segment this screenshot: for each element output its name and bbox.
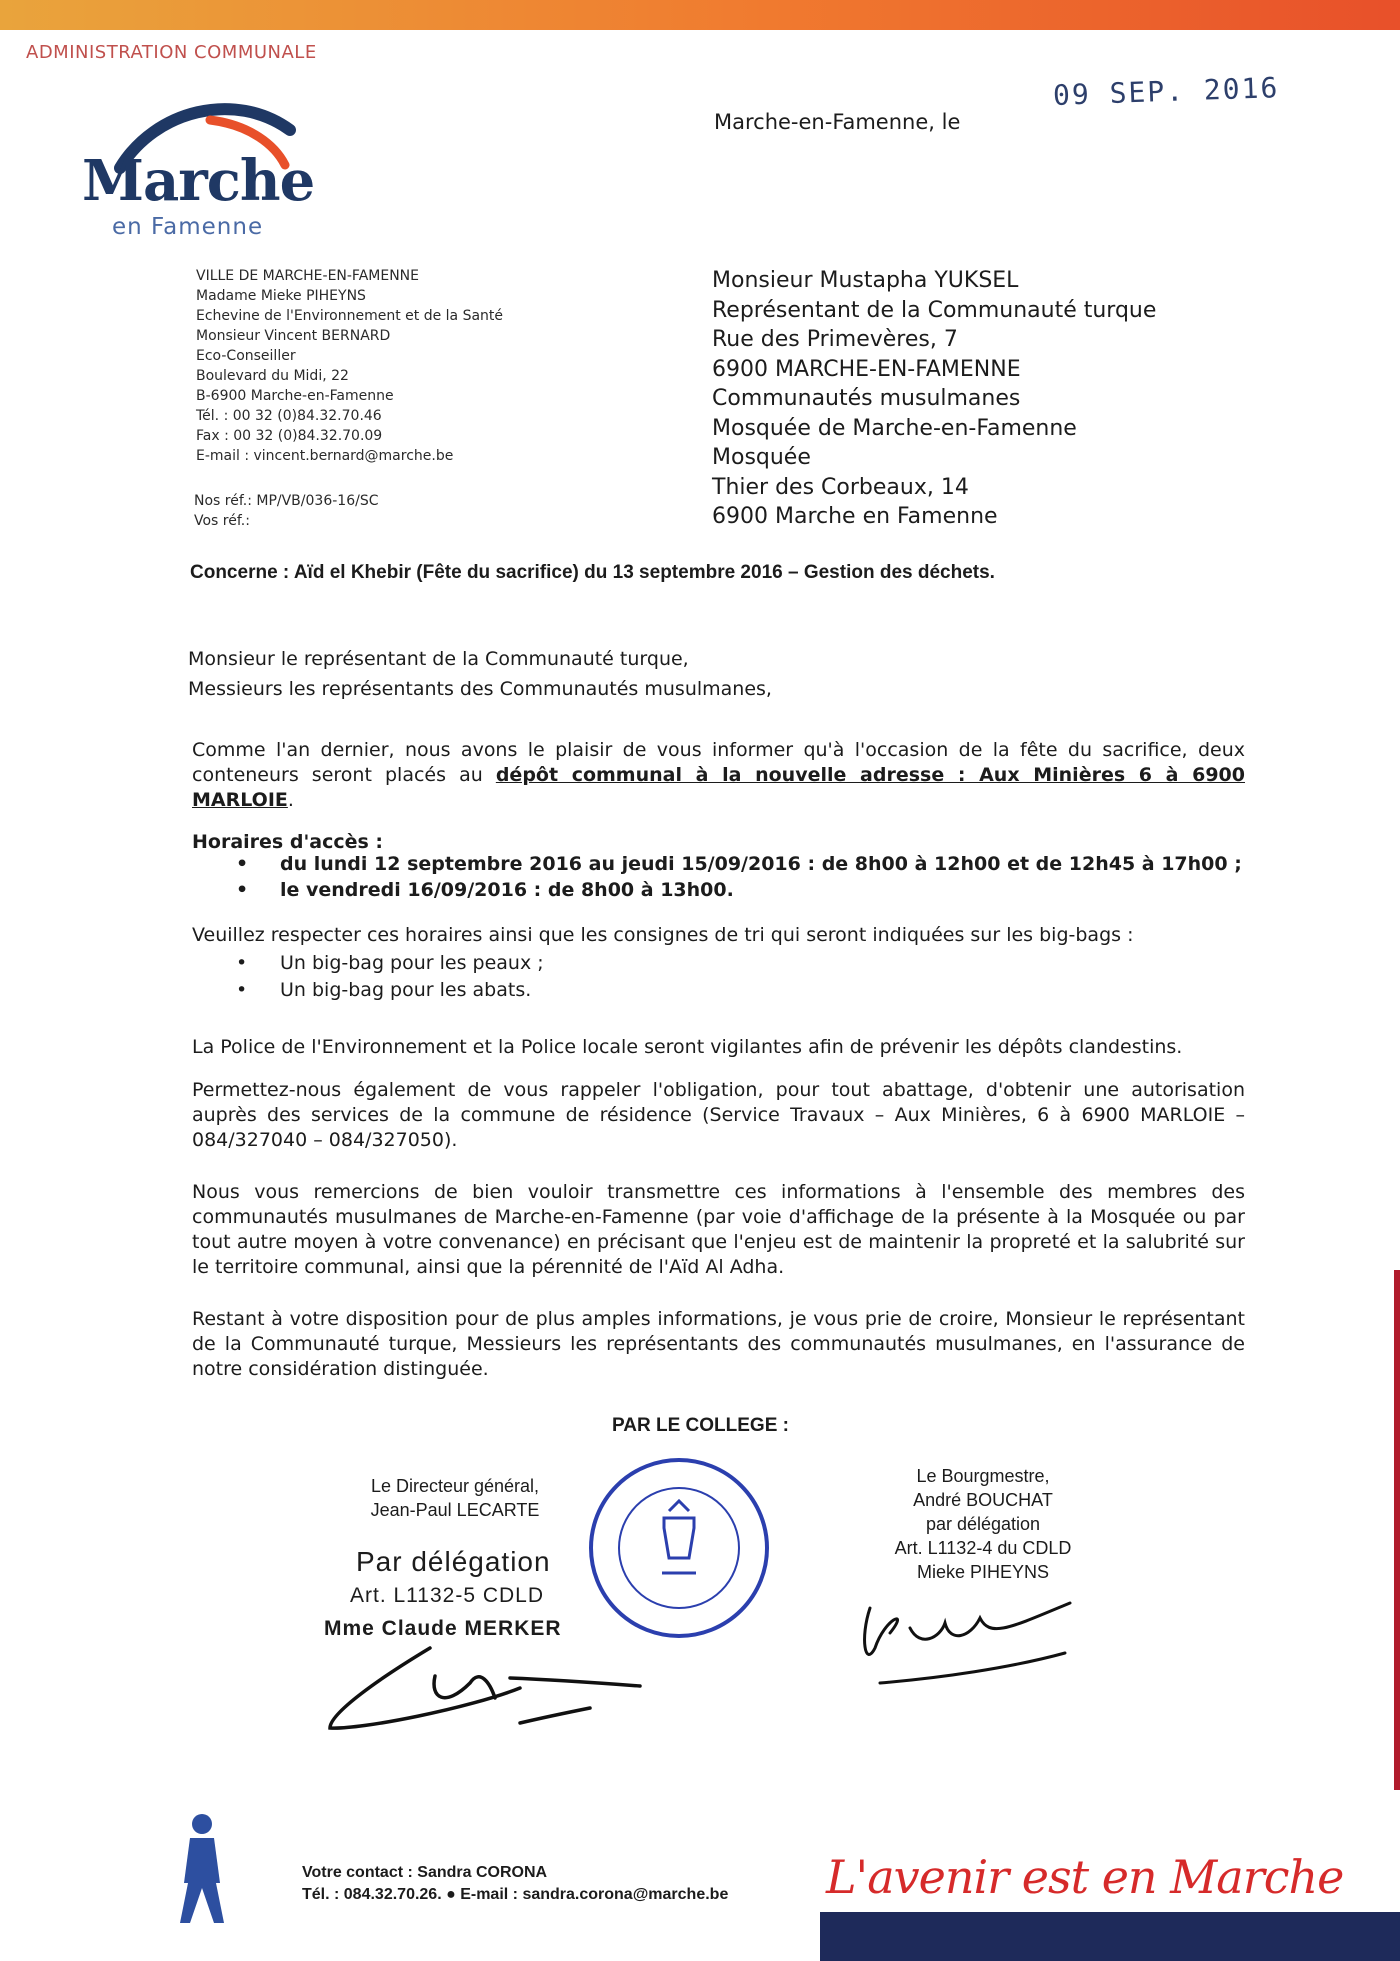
top-color-band <box>0 0 1400 30</box>
list-item: • Un big-bag pour les peaux ; <box>192 950 544 977</box>
college-heading: PAR LE COLLEGE : <box>612 1415 789 1436</box>
director-signature <box>320 1638 680 1738</box>
sorting-list <box>192 950 544 1004</box>
recipient-line: 6900 MARCHE-EN-FAMENNE <box>712 356 1021 382</box>
sender-line: Fax : 00 32 (0)84.32.70.09 <box>196 428 383 444</box>
date-place: Marche-en-Famenne, le <box>714 110 961 134</box>
boy-figure-icon <box>172 1808 232 1928</box>
your-reference: Vos réf.: <box>194 513 250 529</box>
recipient-line: Rue des Primevères, 7 <box>712 327 958 352</box>
director-name: Jean-Paul LECARTE <box>370 1500 540 1520</box>
sender-block <box>196 266 503 466</box>
slogan: L'avenir est en Marche <box>826 1850 1344 1904</box>
depot-address: dépôt communal à la nouvelle adresse : Aux Minières 6 à 6900 MARLOIE <box>192 764 1245 811</box>
director-block <box>330 1474 580 1522</box>
recipient-line: Thier des Corbeaux, 14 <box>712 474 969 500</box>
sender-line: Eco-Conseiller <box>196 348 296 364</box>
mayor-block <box>868 1464 1098 1584</box>
paragraph-containers-end: . <box>287 789 294 811</box>
sender-line: Madame Mieke PIHEYNS <box>196 288 366 304</box>
logo-wordmark: Marche <box>82 148 315 214</box>
paragraph-containers-text: Comme l'an dernier, nous avons le plaisir de vous informer qu'à l'occasion de la fête du sacrifice, deux conteneurs seront placés au <box>192 739 1245 786</box>
sender-line: VILLE DE MARCHE-EN-FAMENNE <box>196 268 419 284</box>
mayor-signature <box>850 1588 1090 1700</box>
salutation-line: Messieurs les représentants des Communautés musulmanes, <box>188 678 772 700</box>
mayor-line: Le Bourgmestre, <box>916 1466 1050 1486</box>
contact-block <box>302 1862 728 1906</box>
right-edge-stripe <box>1394 1270 1400 1790</box>
paragraph-closing: Restant à votre disposition pour de plus amples informations, je vous prie de croire, Monsieur le représentant de la Communauté turque, Messieurs les représentants des communautés musulmanes, en l'assurance de notre considération distinguée. <box>192 1308 1245 1380</box>
list-item: • du lundi 12 septembre 2016 au jeudi 15/09/2016 : de 8h00 à 12h00 et de 12h45 à 17h00 ; <box>192 851 1292 877</box>
recipient-line: 6900 Marche en Famenne <box>712 504 998 529</box>
marche-logo <box>60 90 350 240</box>
municipal-seal <box>584 1453 774 1643</box>
recipient-line: Mosquée <box>712 445 811 470</box>
paragraph-containers <box>192 738 1245 813</box>
recipient-line: Monsieur Mustapha YUKSEL <box>712 268 1019 293</box>
list-item: • Un big-bag pour les abats. <box>192 977 544 1004</box>
sorting-intro: Veuillez respecter ces horaires ainsi que les consignes de tri qui seront indiquées sur les big-bags : <box>192 924 1134 946</box>
mayor-line: Mieke PIHEYNS <box>916 1562 1050 1582</box>
access-hours-title: Horaires d'accès : <box>192 831 384 853</box>
director-title: Le Directeur général, <box>370 1476 540 1496</box>
mayor-line: par délégation <box>925 1514 1041 1534</box>
date-stamp: 09 SEP. 2016 <box>1052 71 1280 112</box>
delegation-stamp: Par délégation <box>356 1546 551 1577</box>
reference-block <box>194 491 378 531</box>
paragraph-authorization: Permettez-nous également de vous rappeler l'obligation, pour tout abattage, d'obtenir une autorisation auprès des services de la commune de résidence (Service Travaux – Aux Minières, 6 à 6900 MARLOIE – 084/327040 – 084/327050). <box>192 1079 1245 1151</box>
recipient-line: Communautés musulmanes <box>712 386 1021 411</box>
mayor-line: André BOUCHAT <box>913 1490 1053 1510</box>
logo-subtitle: en Famenne <box>112 214 264 240</box>
sender-line: Monsieur Vincent BERNARD <box>196 328 391 344</box>
recipient-line: Mosquée de Marche-en-Famenne <box>712 415 1077 441</box>
sender-line: Echevine de l'Environnement et de la Santé <box>196 308 504 324</box>
administration-label: ADMINISTRATION COMMUNALE <box>26 42 317 63</box>
sender-line: Boulevard du Midi, 22 <box>196 368 349 384</box>
paragraph-police: La Police de l'Environnement et la Police locale seront vigilantes afin de prévenir les dépôts clandestins. <box>192 1036 1183 1058</box>
contact-details: Tél. : 084.32.70.26. ● E-mail : sandra.corona@marche.be <box>302 1886 729 1903</box>
our-reference: Nos réf.: MP/VB/036-16/SC <box>194 493 379 509</box>
delegated-signer: Mme Claude MERKER <box>324 1617 562 1640</box>
mayor-line: Art. L1132-4 du CDLD <box>894 1538 1072 1558</box>
delegation-article: Art. L1132-5 CDLD <box>350 1584 545 1607</box>
contact-person: Votre contact : Sandra CORONA <box>302 1864 548 1881</box>
paragraph-transmission: Nous vous remercions de bien vouloir transmettre ces informations à l'ensemble des membres des communautés musulmanes de Marche-en-Famenne (par voie d'affichage de la présente à la Mosquée ou par tout autre moyen à votre convenance) en précisant que l'enjeu est de maintenir la propreté et la salubrité sur le territoire communal, ainsi que la pérennité de l'Aïd Al Adha. <box>192 1181 1245 1278</box>
recipient-block <box>712 266 1156 532</box>
bottom-color-bar <box>820 1912 1400 1961</box>
recipient-line: Représentant de la Communauté turque <box>712 297 1157 323</box>
salutation-line: Monsieur le représentant de la Communauté turque, <box>188 648 689 670</box>
access-hours-list <box>192 851 1292 903</box>
list-item: • le vendredi 16/09/2016 : de 8h00 à 13h00. <box>192 877 1292 903</box>
sender-line: B-6900 Marche-en-Famenne <box>196 388 394 404</box>
salutation <box>188 644 772 704</box>
subject-line: Concerne : Aïd el Khebir (Fête du sacrifice) du 13 septembre 2016 – Gestion des déchets. <box>190 562 995 583</box>
sender-email: E-mail : vincent.bernard@marche.be <box>196 448 454 464</box>
sender-line: Tél. : 00 32 (0)84.32.70.46 <box>196 408 382 424</box>
